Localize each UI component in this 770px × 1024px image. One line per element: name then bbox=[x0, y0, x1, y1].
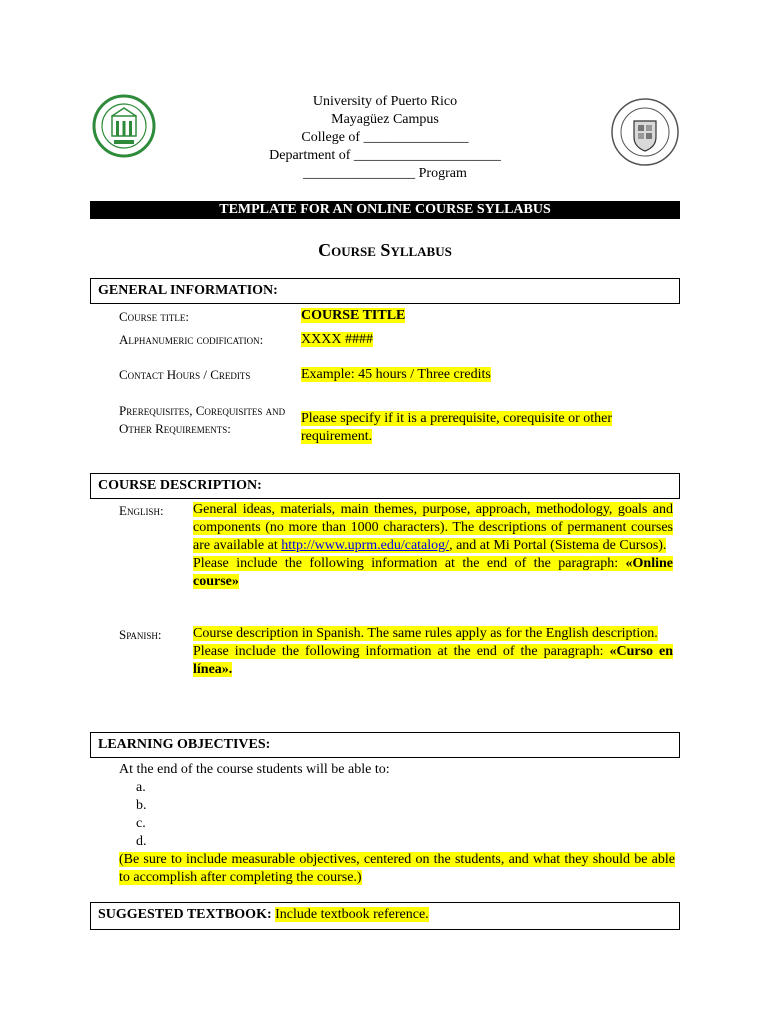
university-name: University of Puerto Rico bbox=[312, 94, 458, 109]
learning-objectives-heading: LEARNING OBJECTIVES: bbox=[98, 737, 271, 752]
course-title-label: Course title: bbox=[119, 309, 190, 324]
learning-objectives-content bbox=[119, 761, 675, 887]
spanish-label: Spanish: bbox=[119, 627, 162, 642]
learning-objectives-box bbox=[90, 732, 680, 758]
english-label: English: bbox=[119, 503, 164, 518]
department-line: Department of _____________________ bbox=[269, 148, 501, 163]
objective-item: a. bbox=[136, 780, 146, 795]
suggested-textbook-box bbox=[90, 902, 680, 930]
college-line: College of _______________ bbox=[301, 130, 469, 145]
suggested-textbook-heading: SUGGESTED TEXTBOOK: bbox=[98, 907, 272, 922]
english-description: General ideas, materials, main themes, purpose, approach, methodology, goals and components (no more than 1000 characters). The descriptions of permanent courses are available at http://www.uprm.edu/catalog/, and at Mi Portal (Sistema de Cursos). Please include the following information at the end of the paragraph: «Online course» bbox=[193, 502, 673, 589]
campus-name: Mayagüez Campus bbox=[331, 112, 439, 127]
objective-item: b. bbox=[136, 798, 147, 813]
codification-label: Alphanumeric codification: bbox=[119, 332, 264, 347]
objective-item: d. bbox=[136, 834, 147, 849]
prerequisites-value: Please specify if it is a prerequisite, corequisite or other requirement. bbox=[301, 411, 613, 444]
general-information-heading: GENERAL INFORMATION: bbox=[98, 283, 278, 298]
contact-hours-label: Contact Hours / Credits bbox=[119, 367, 251, 382]
prerequisites-label: Prerequisites, Corequisites and Other Requirements: bbox=[119, 403, 286, 436]
suggested-textbook-value: Include textbook reference. bbox=[275, 907, 429, 922]
objective-item: c. bbox=[136, 816, 146, 831]
page-title: Course Syllabus bbox=[318, 240, 452, 260]
codification-value: XXXX #### bbox=[301, 332, 373, 347]
course-description-box bbox=[90, 473, 680, 499]
template-banner: TEMPLATE FOR AN ONLINE COURSE SYLLABUS bbox=[90, 201, 680, 219]
course-title-value: COURSE TITLE bbox=[301, 308, 406, 323]
program-line: ________________ Program bbox=[303, 166, 467, 181]
objectives-intro: At the end of the course students will be able to: bbox=[119, 762, 390, 777]
contact-hours-value: Example: 45 hours / Three credits bbox=[301, 367, 491, 382]
document-header bbox=[0, 93, 770, 183]
general-information-box bbox=[90, 278, 680, 304]
objectives-note: (Be sure to include measurable objectives, centered on the students, and what they should be able to accomplish after completing the course.) bbox=[119, 852, 675, 885]
spanish-description: Course description in Spanish. The same rules apply as for the English description. Please include the following information at the end of the paragraph: «Curso en línea». bbox=[193, 626, 674, 677]
course-description-heading: COURSE DESCRIPTION: bbox=[98, 478, 262, 493]
catalog-link[interactable]: http://www.uprm.edu/catalog/ bbox=[281, 538, 450, 553]
